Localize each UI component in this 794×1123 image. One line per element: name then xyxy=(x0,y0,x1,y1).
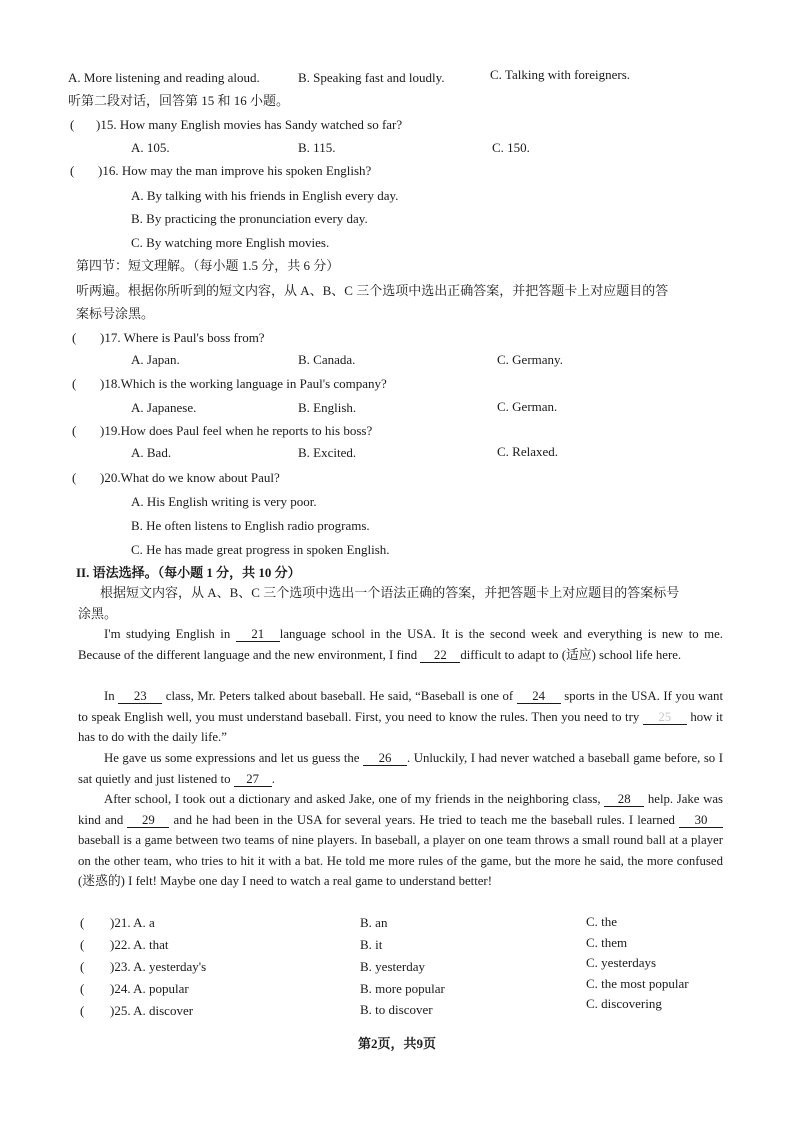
blank-24: 24 xyxy=(517,689,561,704)
q18-option-a: A. Japanese. xyxy=(131,400,197,415)
blank-25: 25 xyxy=(643,710,687,725)
q16-option-a: A. By talking with his friends in English every day. xyxy=(131,188,399,203)
q19-option-b: B. Excited. xyxy=(298,445,357,460)
q20-option-c: C. He has made great progress in spoken English. xyxy=(131,542,390,557)
blank-21: 21 xyxy=(236,627,280,642)
choice-25-c: C. discovering xyxy=(586,996,662,1011)
choice-22-paren: ( xyxy=(80,937,85,952)
blank-28: 28 xyxy=(604,792,644,807)
choice-23-c: C. yesterdays xyxy=(586,955,657,970)
passage-paragraph-1 xyxy=(78,624,723,665)
q19-option-a: A. Bad. xyxy=(131,445,172,460)
passage-text: difficult to adapt to (适应) school life here. xyxy=(460,647,682,662)
passage-text: After school, I took out a dictionary and asked Jake, one of my friends in the neighboring class, xyxy=(104,792,601,806)
passage-paragraph-2 xyxy=(78,686,723,748)
q17-paren: ( xyxy=(72,330,77,345)
q20-option-b: B. He often listens to English radio programs. xyxy=(131,518,370,533)
q16-paren: ( xyxy=(70,163,75,178)
q19-paren: ( xyxy=(72,423,77,438)
q16-text: )16. How may the man improve his spoken English? xyxy=(98,163,372,178)
q18-paren: ( xyxy=(72,376,77,391)
grammar-instruction-line1: 根据短文内容，从 A、B、C 三个选项中选出一个语法正确的答案，并把答题卡上对应题目的答案标号 xyxy=(100,585,680,600)
q17-text: )17. Where is Paul's boss from? xyxy=(100,330,265,345)
passage-text: and he had been in the USA for several years. He tried to teach me the baseball rules. I learned xyxy=(173,812,675,827)
passage-text: . xyxy=(271,771,275,786)
q15-option-b: B. 115. xyxy=(298,140,336,155)
choice-24-c: C. the most popular xyxy=(586,976,689,991)
q14-option-b: B. Speaking fast and loudly. xyxy=(298,70,445,85)
q20-paren: ( xyxy=(72,470,77,485)
q15-option-c: C. 150. xyxy=(492,140,530,155)
q14-option-a: A. More listening and reading aloud. xyxy=(68,70,260,85)
choice-25-paren: ( xyxy=(80,1003,85,1018)
q19-text: )19.How does Paul feel when he reports to his boss? xyxy=(100,423,373,438)
choice-22-a: )22. A. that xyxy=(110,937,169,952)
blank-23: 23 xyxy=(118,689,162,704)
part4-instruction-line2: 案标号涂黑。 xyxy=(76,306,155,321)
grammar-heading: II. 语法选择。（每小题 1 分，共 10 分） xyxy=(76,565,301,580)
q14-option-c: C. Talking with foreigners. xyxy=(490,67,631,82)
choice-23-a: )23. A. yesterday's xyxy=(110,959,207,974)
blank-26: 26 xyxy=(363,751,407,766)
q20-option-a: A. His English writing is very poor. xyxy=(131,494,317,509)
passage-text: I'm studying English in xyxy=(104,627,231,641)
blank-27: 27 xyxy=(234,772,272,787)
choice-22-c: C. them xyxy=(586,935,628,950)
blank-29: 29 xyxy=(127,813,169,828)
choice-21-b: B. an xyxy=(360,915,388,930)
choice-25-b: B. to discover xyxy=(360,1002,433,1017)
choice-21-a: )21. A. a xyxy=(110,915,155,930)
q20-text: )20.What do we know about Paul? xyxy=(100,470,280,485)
passage-text: how it has to do with the daily life.” xyxy=(78,709,723,745)
passage-text: sports in the USA. If you want to speak English well, you must understand baseball. First, you need to know the rules. Then you need to try xyxy=(78,689,724,724)
choice-23-b: B. yesterday xyxy=(360,959,425,974)
part4-instruction-line1: 听两遍。根据你所听到的短文内容，从 A、B、C 三个选项中选出正确答案，并把答题卡上对应题目的答 xyxy=(76,283,669,298)
q17-option-b: B. Canada. xyxy=(298,352,356,367)
choice-24-paren: ( xyxy=(80,981,85,996)
page-footer: 第2页，共9页 xyxy=(357,1036,436,1051)
passage-paragraph-3 xyxy=(78,748,723,789)
q18-option-c: C. German. xyxy=(497,399,558,414)
choice-21-paren: ( xyxy=(80,915,85,930)
choice-23-paren: ( xyxy=(80,959,85,974)
passage-text: help. Jake was kind and xyxy=(78,792,724,827)
blank-22: 22 xyxy=(420,648,460,663)
blank-30: 30 xyxy=(679,813,723,828)
passage-text: In xyxy=(104,689,115,703)
q15-option-a: A. 105. xyxy=(131,140,170,155)
passage-text: baseball is a game between two teams of nine players. In baseball, a player on one team throws a small round ball at a player on the other team, who tries to hit it with a bat. He told me more rules of the game, but the more he said, the more confused (迷惑的) I felt! Maybe one day I need to watch a real game to understand better! xyxy=(78,833,723,889)
choice-21-c: C. the xyxy=(586,914,618,929)
choice-24-a: )24. A. popular xyxy=(110,981,189,996)
q18-text: )18.Which is the working language in Paul's company? xyxy=(100,376,387,391)
passage-text: language school in the USA. It is the second week and everything is new to me. Because of the different language and the new environment, I find xyxy=(78,627,724,662)
q18-option-b: B. English. xyxy=(298,400,357,415)
q15-text: )15. How many English movies has Sandy watched so far? xyxy=(96,117,403,132)
q17-option-a: A. Japan. xyxy=(131,352,180,367)
passage-text: He gave us some expressions and let us guess the xyxy=(104,751,360,765)
choice-22-b: B. it xyxy=(360,937,383,952)
section2-instruction: 听第二段对话，回答第 15 和 16 小题。 xyxy=(68,93,290,108)
passage-text: . Unluckily, I had never watched a baseball game before, so I sat quietly and just listened to xyxy=(78,751,723,786)
q17-option-c: C. Germany. xyxy=(497,352,563,367)
q19-option-c: C. Relaxed. xyxy=(497,444,559,459)
q16-option-b: B. By practicing the pronunciation every day. xyxy=(131,211,368,226)
passage-paragraph-4 xyxy=(78,789,723,892)
q16-option-c: C. By watching more English movies. xyxy=(131,235,330,250)
q15-paren: ( xyxy=(70,117,75,132)
grammar-instruction-line2: 涂黑。 xyxy=(78,606,118,621)
part4-heading: 第四节：短文理解。（每小题 1.5 分，共 6 分） xyxy=(76,258,340,273)
choice-25-a: )25. A. discover xyxy=(110,1003,194,1018)
choice-24-b: B. more popular xyxy=(360,981,445,996)
passage-text: class, Mr. Peters talked about baseball. He said, “Baseball is one of xyxy=(165,689,514,703)
